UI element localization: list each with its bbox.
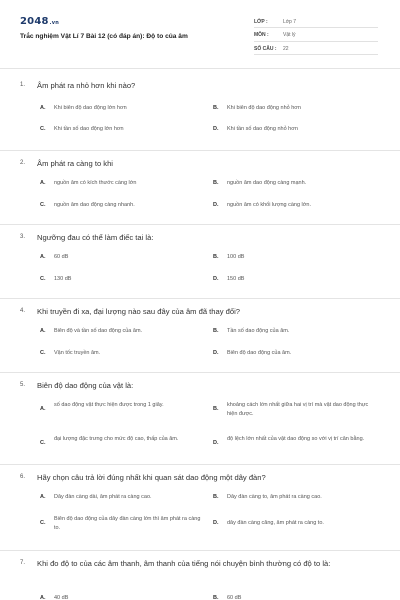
question-number: 2. [20,160,26,166]
question-2 [0,151,400,225]
option-text: Tần số dao động của âm. [227,328,290,334]
option-text: số dao động vật thực hiện được trong 1 giây. [54,402,164,408]
question-4 [0,299,400,373]
option-letter: B. [213,180,219,186]
option-text: 130 dB [54,276,72,282]
meta-row-count [254,43,378,55]
option-letter: A. [40,105,46,111]
option-letter: C. [40,202,46,208]
meta-value: 22 [283,45,289,52]
question-1 [0,69,400,151]
option-text: Vận tốc truyền âm. [54,350,101,356]
question-number: 1. [20,82,26,88]
question-text: Hãy chọn câu trả lời đúng nhất khi quan sát dao động một dây đàn? [37,473,266,482]
option-letter: B. [213,494,219,500]
option-text: 40 dB [54,595,69,600]
option-text: nguồn âm dao động càng mạnh. [227,180,307,186]
question-number: 4. [20,308,26,314]
option-letter: D. [213,440,219,446]
option-text: 60 dB [227,595,242,600]
option-letter: A. [40,406,46,412]
option-letter: B. [213,254,219,260]
option-letter: B. [213,105,219,111]
option-text: Dây đàn càng to, âm phát ra càng cao. [227,494,322,500]
question-number: 6. [20,474,26,480]
option-text: Khi tần số dao động lớn hơn [54,126,124,132]
meta-row-class [254,16,378,28]
question-6 [0,465,400,551]
option-text: 60 dB [54,254,69,260]
logo-sub: .vn [49,20,59,26]
option-text: dây đàn càng căng, âm phát ra càng to. [227,520,324,526]
option-letter: B. [213,328,219,334]
option-letter: C. [40,350,46,356]
option-text: nguồn âm có kích thước càng lớn [54,180,137,186]
option-text: đại lượng đặc trưng cho mức độ cao, thấp của âm. [54,436,179,442]
question-text: Khi truyền đi xa, đại lượng nào sau đây của âm đã thay đổi? [37,307,240,316]
option-letter: A. [40,494,46,500]
option-text: 150 dB [227,276,245,282]
option-letter: C. [40,440,46,446]
meta-info [254,16,378,57]
page-header [0,0,400,64]
option-text: Dây đàn càng dài, âm phát ra càng cao. [54,494,152,500]
option-letter: A. [40,328,46,334]
logo-main: 2048 [20,16,49,27]
meta-label: LỚP : [254,18,268,25]
meta-label: SỐ CÂU : [254,45,277,52]
option-text: nguồn âm dao động càng nhanh. [54,202,135,208]
question-text: Khi đo độ to của các âm thanh, âm thanh của tiếng nói chuyện bình thường có độ to là: [37,559,331,568]
option-text: nguồn âm có khối lượng càng lớn. [227,202,311,208]
option-text: Khi biên độ dao động nhỏ hơn [227,105,301,111]
option-letter: B. [213,595,219,600]
meta-row-subject [254,30,378,42]
question-text: Âm phát ra càng to khi [37,159,113,168]
meta-value: Lớp 7 [283,18,297,25]
question-number: 5. [20,382,26,388]
option-letter: A. [40,595,46,600]
option-text: Khi tần số dao động nhỏ hơn [227,126,298,132]
question-7 [0,551,400,600]
question-number: 3. [20,234,26,240]
question-number: 7. [20,560,26,566]
option-letter: C. [40,520,46,526]
option-letter: D. [213,202,219,208]
option-letter: D. [213,276,219,282]
option-letter: A. [40,254,46,260]
question-list [0,69,400,600]
option-letter: B. [213,406,219,412]
question-5 [0,373,400,465]
site-logo[interactable] [20,16,59,27]
option-letter: C. [40,126,46,132]
option-text: 100 dB [227,254,245,260]
option-text: độ lệch lớn nhất của vật dao động so với vị trí cân bằng. [227,436,365,442]
page-title: Trắc nghiệm Vật Lí 7 Bài 12 (có đáp án): Độ to của âm [20,33,188,40]
question-text: Âm phát ra nhỏ hơn khi nào? [37,81,136,90]
option-letter: C. [40,276,46,282]
option-letter: D. [213,520,219,526]
option-text: Biên độ dao động của âm. [227,350,292,356]
option-text: Khi biên độ dao động lớn hơn [54,105,127,111]
meta-label: MÔN : [254,32,269,38]
option-text: Biên độ và tần số dao động của âm. [54,328,143,334]
option-letter: D. [213,350,219,356]
meta-value: Vật lý [283,32,296,38]
question-text: Biên độ dao động của vật là: [37,381,134,390]
question-3 [0,225,400,299]
option-letter: A. [40,180,46,186]
option-text: khoảng cách lớn nhất giữa hai vị trí mà vật dao động thực hiện được. [227,402,369,417]
option-text: Biên độ dao động của dây đàn càng lớn thì âm phát ra càng to. [54,516,201,531]
question-text: Ngưỡng đau có thể làm điếc tai là: [37,233,154,242]
option-letter: D. [213,126,219,132]
